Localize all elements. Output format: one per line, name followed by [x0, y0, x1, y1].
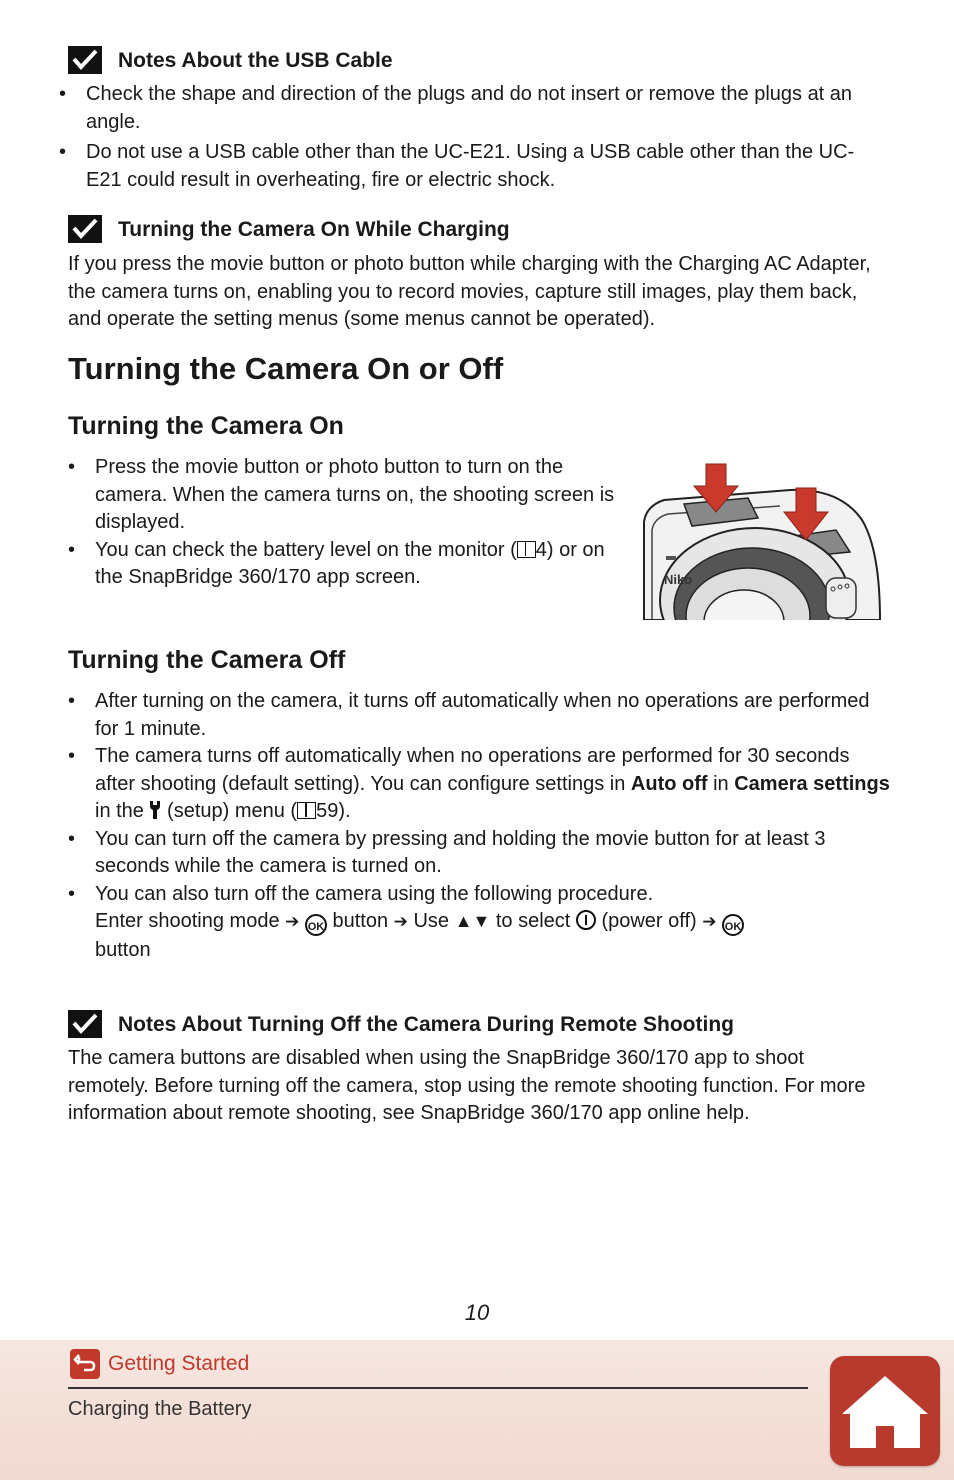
book-icon	[517, 541, 536, 558]
list-item: • The camera turns off automatically when no operations are performed for 30 seconds after shooting (default setting). You can configure settings in Auto off in Camera settings in the (setup) menu ( 59).	[68, 745, 890, 822]
camera-illustration	[640, 460, 884, 620]
list-item: • After turning on the camera, it turns off automatically when no operations are performed for 1 minute.	[68, 690, 870, 740]
ok-icon: OK	[305, 914, 327, 936]
usb-notes-list	[59, 81, 886, 194]
list-item: • Do not use a USB cable other than the UC-E21. Using a USB cable other than the UC-E21 could result in overheating, fire or electric shock.	[59, 141, 855, 191]
subsection-label: Charging the Battery	[68, 1398, 252, 1420]
home-button[interactable]	[830, 1356, 940, 1466]
power-icon	[576, 910, 596, 930]
list-item: • You can also turn off the camera using the following procedure. Enter shooting mode ➔ OK button ➔ Use ▲▼ to select (power off) ➔ OK button	[95, 881, 895, 965]
list-item: • Press the movie button or photo button to turn on the camera. When the camera turns on, the shooting screen is displayed.	[68, 456, 615, 533]
camera-logo: Niko	[664, 572, 693, 587]
off-list	[68, 688, 895, 964]
chapter-link[interactable]: Getting Started	[108, 1352, 250, 1375]
up-down-icon: ▲▼	[454, 911, 491, 931]
note-title-charging: Turning the Camera On While Charging	[118, 218, 510, 241]
section-title: Turning the Camera On or Off	[68, 351, 504, 386]
arrow-right-icon: ➔	[702, 912, 717, 932]
subsection-title-off: Turning the Camera Off	[68, 646, 346, 674]
note-text-charging: If you press the movie button or photo button while charging with the Charging AC Adapter, the camera turns on, enabling you to record movies, capture still images, play them back, and operate the setting menus (some menus cannot be operated).	[68, 253, 871, 330]
footer-divider	[68, 1387, 808, 1389]
note-title-remote: Notes About Turning Off the Camera During Remote Shooting	[118, 1013, 734, 1036]
note-title-usb: Notes About the USB Cable	[118, 49, 393, 72]
note-check-icon	[68, 46, 102, 74]
list-item: • Check the shape and direction of the plugs and do not insert or remove the plugs at an angle.	[59, 83, 853, 133]
subsection-title-on: Turning the Camera On	[68, 412, 344, 440]
page-number: 10	[464, 1300, 490, 1325]
ok-icon: OK	[722, 914, 744, 936]
arrow-right-icon: ➔	[393, 912, 408, 932]
list-item: • You can check the battery level on the monitor ( 4) or on the SnapBridge 360/170 app screen.	[68, 538, 605, 588]
arrow-right-icon: ➔	[285, 912, 300, 932]
note-check-icon	[68, 1010, 102, 1038]
book-icon	[297, 802, 316, 819]
wrench-icon	[149, 800, 161, 820]
back-icon[interactable]	[70, 1349, 100, 1379]
list-item: • You can turn off the camera by pressing and holding the movie button for at least 3 seconds while the camera is turned on.	[68, 827, 826, 877]
home-icon	[830, 1356, 940, 1466]
note-check-icon	[68, 215, 102, 243]
on-list	[68, 454, 615, 592]
note-text-remote: The camera buttons are disabled when using the SnapBridge 360/170 app to shoot remotely. Before turning off the camera, stop using the remote shooting function. For more information about remote shooting, see SnapBridge 360/170 app online help.	[68, 1047, 866, 1124]
